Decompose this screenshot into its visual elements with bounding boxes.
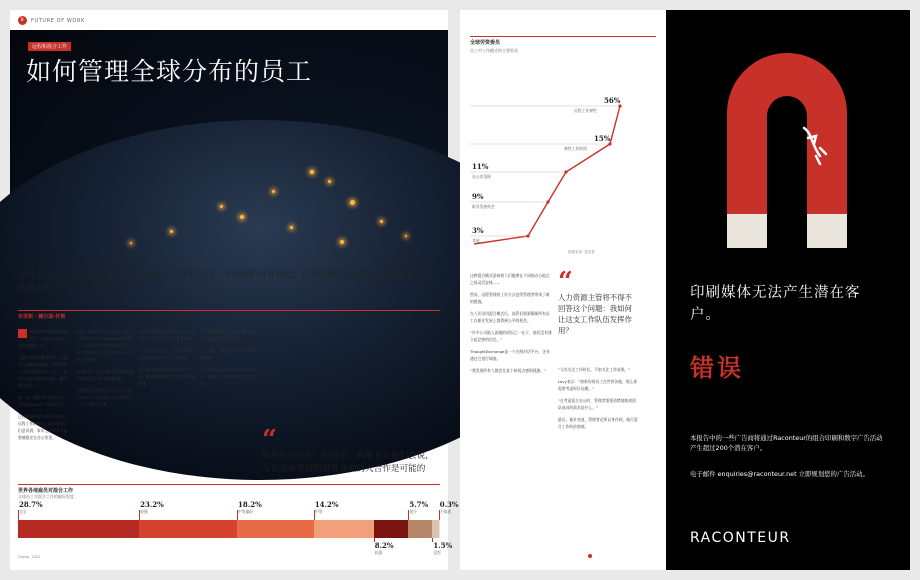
raconteur-logo: RACONTEUR — [690, 530, 791, 546]
advert-error-word: 错误 — [690, 354, 744, 382]
paragraph: “虽然完全远程的工作方式并不适合所有人，但它确实为企业开辟了一个巨大的人才库。” — [76, 388, 133, 407]
chart-title: 全球劳资委员 — [470, 40, 501, 46]
segment-tick — [314, 510, 315, 520]
segment-text: 不知道 — [439, 509, 452, 514]
chart-subtitle: 全球员工对混合工作的偏好程度 — [18, 494, 74, 499]
city-light — [328, 180, 331, 183]
segment-label — [433, 541, 452, 556]
segment-text: 较强 — [140, 509, 148, 514]
page-number-left: 8 — [18, 16, 27, 25]
segment-tick — [18, 510, 19, 520]
article-column-4 — [200, 328, 258, 392]
item-label: 其他 — [472, 238, 480, 243]
data-point — [564, 170, 567, 173]
step-line-chart — [470, 58, 630, 258]
city-light — [310, 170, 314, 174]
item-value: 3% — [472, 226, 484, 235]
running-header-left — [18, 16, 85, 25]
item-label: 远程工作弹性 — [574, 108, 597, 113]
segment-label — [375, 541, 394, 556]
segment-label — [409, 500, 428, 515]
paragraph: 在人们采用混合模式后，高管们需要确保所有员工在职业发展上都得到公平的机会。 — [470, 311, 550, 323]
city-light — [220, 205, 223, 208]
article-column-3 — [138, 328, 196, 392]
paragraph: 另一方面，文化上的差异也可能导致误解。 — [200, 348, 257, 360]
segment-tick — [374, 538, 375, 542]
segment-value: 0.3% — [439, 500, 459, 509]
article-column-r1 — [470, 272, 552, 379]
segment-tick — [408, 510, 409, 520]
segment-value: 28.7% — [19, 500, 43, 509]
city-light — [130, 242, 132, 244]
pull-quote — [558, 267, 636, 336]
chart-source: 数据来源: 盖洛普 — [568, 250, 595, 254]
city-light — [350, 200, 355, 205]
article-lead: 远程工作政策使得企业能够招募全球最有才华的人才。不论他们身在何处。但是如何充分发挥这些远程工作者的潜力则是一个不同的挑战 — [18, 270, 431, 294]
pull-quote-text: 如果你对任何一位玩家，我敢肯定他们会说，与你从未见过的世界各地的人合作是可能的 — [262, 451, 434, 474]
city-light — [290, 226, 293, 229]
segment-value: 14.2% — [314, 500, 339, 509]
item-label: 弹性工作时间 — [564, 146, 587, 151]
right-page — [460, 10, 910, 570]
data-point — [546, 200, 549, 203]
paragraph: 远程工作的优势十分明显。根据人力资源软件平台BambooHR的研究，采用远程工作的员工比在办公室工作的员工多出了每天约16分钟的工作时间。 — [76, 329, 134, 362]
segment-value: 5.7% — [409, 500, 429, 509]
paragraph: “与其关注工作时长，不如关注工作成果。” — [558, 367, 631, 372]
segment-text: 中等偏好 — [238, 509, 254, 514]
city-light — [272, 190, 275, 193]
article-kicker: 远程和混合工作 — [28, 42, 71, 51]
segment-tick — [139, 510, 140, 520]
segment-text: 中等 — [314, 509, 323, 514]
segment-label — [19, 500, 43, 515]
segment-value: 1.5% — [433, 541, 453, 550]
paragraph: 同一年，国际劳工组织估计，全球有8000多人出现失业…… — [18, 395, 70, 407]
article-column-r2 — [558, 366, 638, 435]
bar-segment — [237, 520, 314, 538]
paragraph: 为了吸引远程员工，越来越多的企业开始提供灵活的福利。 — [200, 329, 257, 341]
magnet-icon — [712, 38, 862, 248]
pull-quote-text: 人力资源主管将不得不回答这个问题：我如何让这支工作队伍发挥作用？ — [558, 293, 632, 335]
drop-cap — [18, 329, 27, 338]
item-value: 9% — [472, 192, 484, 201]
article-column-1 — [18, 328, 70, 446]
paragraph: “最好的做法是建立清晰的沟通规范，确保每个人都知道对方在期待什么。” — [200, 367, 257, 386]
paragraph: “在考虑混合办公时，管理者需要清楚地知道团队成员的需求是什么。” — [558, 398, 636, 410]
paragraph: 大流行带来了就业冲击，在很多人被裁员的同时，也有很多人开始以远程方式工作，工作可以在任何地方完成这一概念随之普及。 — [18, 355, 68, 388]
paragraph: 雇主需要意识到远程员工的参与感与在办公室工作的员工并不相同。 — [138, 329, 195, 341]
advertisement[interactable] — [666, 10, 910, 570]
city-light — [170, 230, 173, 233]
paragraph: 如今职场人士在选择工作时越来越多地把灵活性视为关键因素。 — [76, 369, 133, 381]
segment-value: 8.2% — [374, 541, 394, 550]
divider — [18, 484, 440, 485]
paragraph: 不过对于雇主来说，招募全球员工也伴随着合规与管理上的挑战。 — [138, 348, 195, 360]
left-page — [10, 10, 459, 570]
bar-segment — [139, 520, 237, 538]
byline: 布里斯 · 鲍尔温-怀斯 — [18, 314, 66, 320]
segment-text: 很少 — [409, 509, 417, 514]
segment-tick — [237, 510, 238, 520]
divider — [470, 36, 656, 37]
segment-label — [315, 500, 339, 515]
city-light — [240, 215, 244, 219]
city-light — [340, 240, 344, 244]
data-point — [526, 234, 529, 237]
segment-label — [238, 500, 262, 515]
segment-tick — [439, 510, 440, 520]
paragraph: Levy表示：“如果你的员工在世界各地，那么你需要考虑时区问题。” — [558, 379, 638, 391]
paragraph: “许多公司陷入困境的原因之一在于，他们没有建立起足够的信任。” — [470, 330, 552, 342]
paragraph: 这种混合模式意味着人们能够在不同的办公地点之间灵活安排…… — [470, 273, 550, 285]
divider — [18, 310, 440, 311]
segment-text: 较弱 — [374, 550, 383, 555]
bar-segment — [439, 520, 440, 538]
end-mark-icon — [588, 554, 592, 558]
paragraph: 然而，远程管理的工作方式也给管理者带来了新的挑战。 — [470, 292, 550, 304]
trend-line — [474, 106, 620, 244]
item-label: 办公室氛围 — [472, 174, 491, 179]
bar-track — [18, 520, 440, 538]
chart-source: Gallup, 2022 — [18, 555, 41, 559]
bar-segment — [314, 520, 374, 538]
quote-mark-icon: “ — [558, 267, 573, 297]
paragraph: “企业如果希望吸引并留住顶尖人才，就需要提供具有竞争力的薪酬待遇。” — [138, 367, 195, 386]
hero-image — [10, 30, 448, 263]
chart-subtitle: 员工对工作模式的主要诉求 — [470, 48, 518, 53]
article-column-2 — [76, 328, 134, 413]
segment-text: 没有 — [433, 550, 441, 555]
segment-tick — [432, 538, 433, 542]
segment-value: 23.2% — [140, 500, 164, 509]
segment-label — [140, 500, 164, 515]
paragraph: “我发现所有人都会在某个时间点感到孤独。” — [470, 368, 547, 373]
city-light — [405, 235, 407, 237]
chart-title: 世界各地雇员对混合工作 — [18, 488, 74, 494]
city-light — [380, 220, 383, 223]
advert-contact[interactable]: 电子邮件 enquiries@raconteur.net 立即规划您的广告活动。 — [690, 470, 869, 478]
paragraph: 就全球劳动市场的发展而言，2020年真可以说是关键的一年。 — [18, 329, 68, 348]
item-value: 56% — [604, 96, 621, 105]
pull-quote — [262, 425, 442, 475]
section-name: FUTURE OF WORK — [31, 17, 85, 24]
item-value: 15% — [594, 134, 611, 143]
advert-body: 本报告中的一些广告商将通过Raconteur的组合印刷和数字广告活动产生超过200个潜在客户。 — [690, 434, 883, 452]
advert-headline: 印刷媒体无法产生潜在客户。 — [690, 285, 861, 323]
bar-segment — [18, 520, 139, 538]
item-label: 职业发展机会 — [472, 204, 495, 209]
paragraph: 已经有越来越多企业认识到了远程工作的优势，同时也使人们意识到，事实上工作并不需要被限定在办公室里。 — [18, 414, 68, 440]
paragraph: 最后，他补充道，管理者必须以身作则，践行混合工作的价值观。 — [558, 417, 638, 429]
bar-segment — [408, 520, 432, 538]
paragraph: ThoughtExchange是一个在线对话平台，企业通过它进行调查。 — [470, 349, 550, 361]
article-title: 如何管理全球分布的员工 — [26, 57, 313, 86]
quote-mark-icon: “ — [262, 425, 277, 455]
item-value: 11% — [472, 162, 489, 171]
segment-value: 18.2% — [238, 500, 262, 509]
segment-text: 完全 — [19, 509, 27, 514]
bar-segment — [374, 520, 409, 538]
segment-label — [440, 500, 459, 515]
